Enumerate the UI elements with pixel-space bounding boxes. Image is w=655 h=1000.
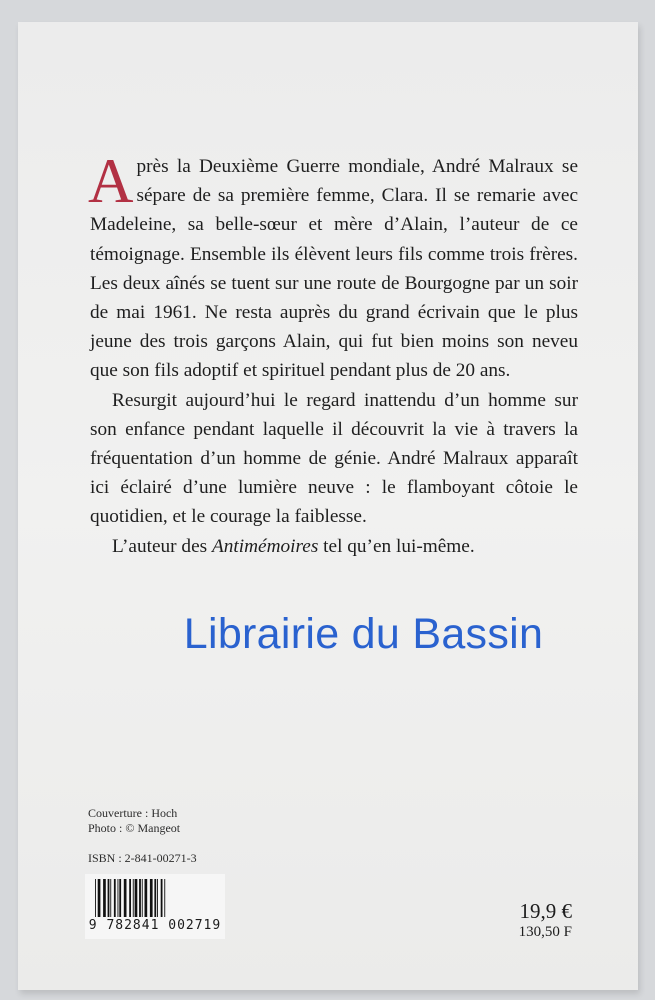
cover-credit: Couverture : Hoch [88, 806, 178, 820]
blurb-paragraph-3-start: L’auteur des [112, 535, 212, 557]
barcode-bar [114, 879, 116, 917]
isbn-label: ISBN : 2-841-00271-3 [88, 851, 197, 865]
barcode-bar [110, 879, 111, 917]
book-blurb [88, 146, 578, 561]
blurb-paragraph-3 [90, 532, 578, 561]
blurb-paragraph-1-text: près la Deuxième Guerre mondiale, André Malraux se sépare de sa première femme, Clara. Il se remarie avec Madeleine, sa belle-sœur et mère d’Alain, l’auteur de ce témoignage. Ensemble ils élèvent leurs fils comme trois frères. Les deux aînés se tuent sur une route de Bourgogne par un soir de mai 1961. Ne resta auprès du grand écrivain que le plus jeune des trois garçons Alain, qui fut bien moins son neveu que son fils adoptif et spirituel pendant plus de 20 ans. [90, 156, 578, 382]
barcode-bar [154, 879, 156, 917]
barcode-bar [157, 879, 158, 917]
book-title-antimemoires: Antimémoires [211, 535, 319, 557]
barcode-bar [98, 879, 101, 917]
barcode-bar [119, 879, 121, 917]
barcode-bar [124, 879, 127, 917]
price-franc: 130,50 F [518, 924, 572, 940]
barcode-bar [161, 879, 163, 917]
barcode-bar [164, 879, 165, 917]
barcode-bar [133, 879, 134, 917]
barcode-bar [129, 879, 131, 917]
barcode-bar [103, 879, 106, 917]
photo-credit: Photo : © Mangeot [88, 821, 181, 835]
bookseller-watermark: Librairie du Bassin [183, 610, 544, 658]
barcode-bar [118, 879, 119, 917]
barcode-bar [150, 879, 153, 917]
barcode-bar [142, 879, 143, 917]
blurb-paragraph-2: Resurgit aujourd’hui le regard inattendu d’un homme sur son enfance pendant laquelle il découvrit la vie à travers la fréquentation d’un homme de génie. André Malraux apparaît ici éclairé d’une lumière neuve : le flamboyant côtoie le quotidien, et le courage la faiblesse. [90, 389, 578, 528]
barcode [85, 874, 225, 939]
drop-cap: A [88, 146, 134, 216]
barcode-bar [95, 879, 96, 917]
barcode-bar [139, 879, 141, 917]
barcode-bars [95, 879, 215, 919]
barcode-bar [108, 879, 110, 917]
barcode-digits: 9 782841 002719 [88, 918, 222, 933]
barcode-bar [145, 879, 148, 917]
barcode-bar [135, 879, 138, 917]
credits [88, 806, 180, 836]
price-euro: 19,9 € [519, 899, 572, 923]
blurb-paragraph-1 [88, 146, 578, 386]
blurb-paragraph-3-end: tel qu’en lui-même. [318, 535, 475, 557]
